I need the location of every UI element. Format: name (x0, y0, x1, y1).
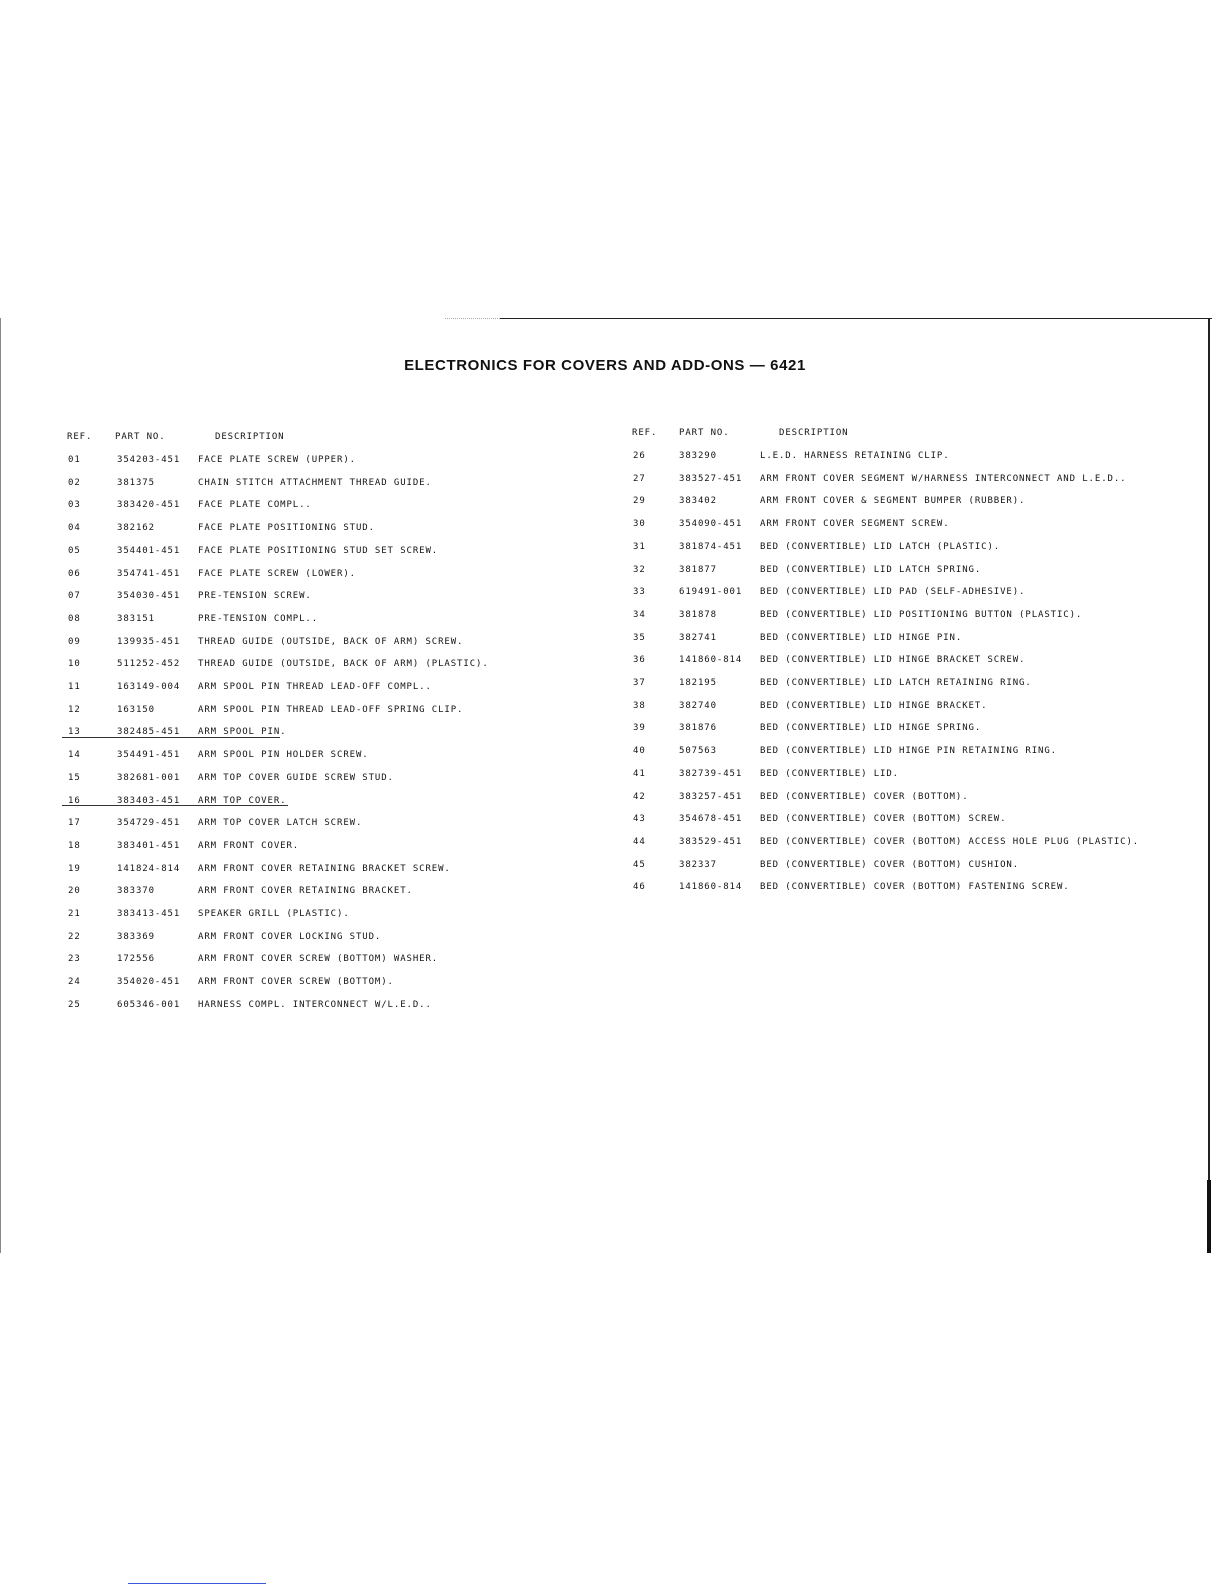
ref-number: 29 (633, 496, 646, 507)
ref-number: 42 (633, 791, 646, 802)
part-description: ARM FRONT COVER SEGMENT SCREW. (760, 519, 950, 530)
part-number: 381878 (679, 609, 717, 620)
part-no-header: PART NO. (115, 432, 166, 442)
right-page-edge (1208, 318, 1210, 1253)
part-no-header: PART NO. (679, 428, 730, 438)
part-number: 383370 (117, 886, 155, 897)
part-number: 383403-451 (117, 795, 181, 806)
ref-number: 22 (68, 931, 81, 942)
ref-number: 38 (633, 700, 646, 711)
part-number: 383420-451 (117, 500, 181, 511)
part-description: ARM TOP COVER LATCH SCREW. (198, 818, 363, 829)
part-number: 383413-451 (117, 909, 181, 919)
part-number: 381874-451 (679, 541, 743, 552)
part-number: 383402 (679, 496, 717, 507)
ref-number: 45 (633, 859, 646, 870)
part-description: ARM FRONT COVER SEGMENT W/HARNESS INTERCONNECT AND L.E.D.. (760, 473, 1127, 484)
top-rule-faint (445, 318, 500, 319)
part-description: SPEAKER GRILL (PLASTIC). (198, 909, 350, 919)
left-page-edge (0, 318, 1, 1253)
part-description: BED (CONVERTIBLE) LID HINGE PIN. (760, 632, 963, 643)
part-number: 383369 (117, 931, 155, 942)
part-number: 383290 (679, 451, 717, 461)
part-number: 383401-451 (117, 840, 181, 851)
part-description: ARM FRONT COVER SCREW (BOTTOM). (198, 977, 394, 988)
part-number: 354678-451 (679, 814, 743, 825)
ref-number: 37 (633, 678, 646, 688)
page-title: ELECTRONICS FOR COVERS AND ADD-ONS — 6421 (404, 357, 806, 374)
part-description: BED (CONVERTIBLE) LID LATCH (PLASTIC). (760, 541, 1001, 552)
ref-number: 41 (633, 768, 646, 779)
ref-number: 25 (68, 999, 81, 1010)
part-description: BED (CONVERTIBLE) COVER (BOTTOM) CUSHION. (760, 859, 1020, 870)
part-number: 163150 (117, 704, 155, 715)
part-description: BED (CONVERTIBLE) COVER (BOTTOM) SCREW. (760, 814, 1007, 825)
part-description: ARM TOP COVER. (198, 795, 287, 806)
ref-number: 43 (633, 814, 646, 825)
ref-number: 21 (68, 909, 81, 919)
part-description: ARM SPOOL PIN. (198, 727, 287, 738)
part-description: ARM FRONT COVER. (198, 840, 300, 851)
part-number: 354401-451 (117, 545, 181, 556)
ref-number: 16 (68, 795, 81, 806)
ref-header: REF. (67, 432, 93, 442)
ref-number: 20 (68, 886, 81, 897)
part-number: 382740 (679, 700, 717, 711)
description-header: DESCRIPTION (215, 432, 285, 442)
part-description: BED (CONVERTIBLE) COVER (BOTTOM). (760, 791, 969, 802)
part-number: 381876 (679, 723, 717, 734)
part-description: ARM FRONT COVER & SEGMENT BUMPER (RUBBER). (760, 496, 1026, 507)
ref-number: 09 (68, 636, 81, 647)
ref-number: 19 (68, 863, 81, 874)
part-number: 619491-001 (679, 587, 743, 598)
ref-number: 07 (68, 591, 81, 602)
ref-number: 31 (633, 541, 646, 552)
part-description: L.E.D. HARNESS RETAINING CLIP. (760, 451, 950, 461)
part-number: 354020-451 (117, 977, 181, 988)
part-number: 354729-451 (117, 818, 181, 829)
part-number: 511252-452 (117, 659, 181, 670)
ref-number: 11 (68, 682, 81, 692)
part-description: BED (CONVERTIBLE) LID PAD (SELF-ADHESIVE). (760, 587, 1026, 598)
ref-number: 35 (633, 632, 646, 643)
part-number: 383151 (117, 613, 155, 624)
ref-number: 17 (68, 818, 81, 829)
part-description: BED (CONVERTIBLE) LID HINGE BRACKET. (760, 700, 988, 711)
part-description: BED (CONVERTIBLE) LID LATCH SPRING. (760, 564, 982, 575)
part-description: PRE-TENSION COMPL.. (198, 613, 319, 624)
description-header: DESCRIPTION (779, 428, 849, 438)
part-description: FACE PLATE SCREW (LOWER). (198, 568, 356, 579)
ref-number: 40 (633, 746, 646, 757)
part-description: BED (CONVERTIBLE) LID HINGE SPRING. (760, 723, 982, 734)
ref-number: 01 (68, 455, 81, 465)
ref-number: 18 (68, 840, 81, 851)
ref-number: 39 (633, 723, 646, 734)
ref-number: 03 (68, 500, 81, 511)
ref-number: 23 (68, 954, 81, 965)
part-description: CHAIN STITCH ATTACHMENT THREAD GUIDE. (198, 477, 432, 488)
top-rule (500, 318, 1212, 319)
ref-number: 27 (633, 473, 646, 484)
part-description: FACE PLATE COMPL.. (198, 500, 312, 511)
ref-number: 06 (68, 568, 81, 579)
ref-number: 34 (633, 609, 646, 620)
part-number: 141860-814 (679, 882, 743, 893)
part-number: 382681-001 (117, 772, 181, 783)
part-number: 141824-814 (117, 863, 181, 874)
part-description: ARM FRONT COVER RETAINING BRACKET. (198, 886, 413, 897)
part-number: 354741-451 (117, 568, 181, 579)
part-number: 381877 (679, 564, 717, 575)
part-description: PRE-TENSION SCREW. (198, 591, 312, 602)
bottom-rule (128, 1583, 266, 1584)
part-number: 354203-451 (117, 455, 181, 465)
part-number: 382485-451 (117, 727, 181, 738)
part-number: 381375 (117, 477, 155, 488)
part-number: 163149-004 (117, 682, 181, 692)
part-number: 605346-001 (117, 999, 181, 1010)
part-number: 354030-451 (117, 591, 181, 602)
part-number: 382739-451 (679, 768, 743, 779)
ref-number: 12 (68, 704, 81, 715)
part-number: 383527-451 (679, 473, 743, 484)
part-description: THREAD GUIDE (OUTSIDE, BACK OF ARM) (PLASTIC). (198, 659, 489, 670)
part-description: ARM SPOOL PIN THREAD LEAD-OFF SPRING CLIP. (198, 704, 464, 715)
ref-number: 36 (633, 655, 646, 666)
part-description: BED (CONVERTIBLE) LID HINGE BRACKET SCREW. (760, 655, 1026, 666)
ref-number: 05 (68, 545, 81, 556)
part-description: BED (CONVERTIBLE) COVER (BOTTOM) ACCESS HOLE PLUG (PLASTIC). (760, 836, 1140, 847)
part-description: BED (CONVERTIBLE) LID HINGE PIN RETAINING RING. (760, 746, 1057, 757)
part-number: 172556 (117, 954, 155, 965)
part-description: ARM SPOOL PIN HOLDER SCREW. (198, 750, 369, 761)
ref-number: 13 (68, 727, 81, 738)
part-number: 139935-451 (117, 636, 181, 647)
part-number: 182195 (679, 678, 717, 688)
part-number: 382741 (679, 632, 717, 643)
ref-number: 08 (68, 613, 81, 624)
ref-number: 24 (68, 977, 81, 988)
part-description: ARM FRONT COVER RETAINING BRACKET SCREW. (198, 863, 451, 874)
part-description: FACE PLATE SCREW (UPPER). (198, 455, 356, 465)
row-13-underline (62, 737, 280, 738)
part-number: 354491-451 (117, 750, 181, 761)
part-description: THREAD GUIDE (OUTSIDE, BACK OF ARM) SCREW. (198, 636, 464, 647)
ref-number: 30 (633, 519, 646, 530)
ref-number: 14 (68, 750, 81, 761)
ref-header: REF. (632, 428, 658, 438)
ref-number: 46 (633, 882, 646, 893)
part-description: BED (CONVERTIBLE) LID LATCH RETAINING RING. (760, 678, 1032, 688)
part-description: ARM FRONT COVER SCREW (BOTTOM) WASHER. (198, 954, 439, 965)
part-description: BED (CONVERTIBLE) LID POSITIONING BUTTON (PLASTIC). (760, 609, 1083, 620)
ref-number: 04 (68, 523, 81, 534)
ref-number: 32 (633, 564, 646, 575)
part-number: 382337 (679, 859, 717, 870)
part-number: 383529-451 (679, 836, 743, 847)
part-number: 382162 (117, 523, 155, 534)
part-description: ARM FRONT COVER LOCKING STUD. (198, 931, 382, 942)
part-description: BED (CONVERTIBLE) LID. (760, 768, 900, 779)
part-description: ARM SPOOL PIN THREAD LEAD-OFF COMPL.. (198, 682, 432, 692)
part-number: 354090-451 (679, 519, 743, 530)
right-page-edge-mark (1207, 1180, 1211, 1253)
ref-number: 10 (68, 659, 81, 670)
ref-number: 33 (633, 587, 646, 598)
parts-list-page (0, 318, 1210, 1253)
part-number: 383257-451 (679, 791, 743, 802)
part-description: FACE PLATE POSITIONING STUD SET SCREW. (198, 545, 439, 556)
part-description: ARM TOP COVER GUIDE SCREW STUD. (198, 772, 394, 783)
part-number: 507563 (679, 746, 717, 757)
part-description: FACE PLATE POSITIONING STUD. (198, 523, 375, 534)
part-description: BED (CONVERTIBLE) COVER (BOTTOM) FASTENING SCREW. (760, 882, 1070, 893)
part-number: 141860-814 (679, 655, 743, 666)
part-description: HARNESS COMPL. INTERCONNECT W/L.E.D.. (198, 999, 432, 1010)
ref-number: 26 (633, 451, 646, 461)
ref-number: 15 (68, 772, 81, 783)
ref-number: 02 (68, 477, 81, 488)
ref-number: 44 (633, 836, 646, 847)
row-16-underline (62, 805, 288, 806)
